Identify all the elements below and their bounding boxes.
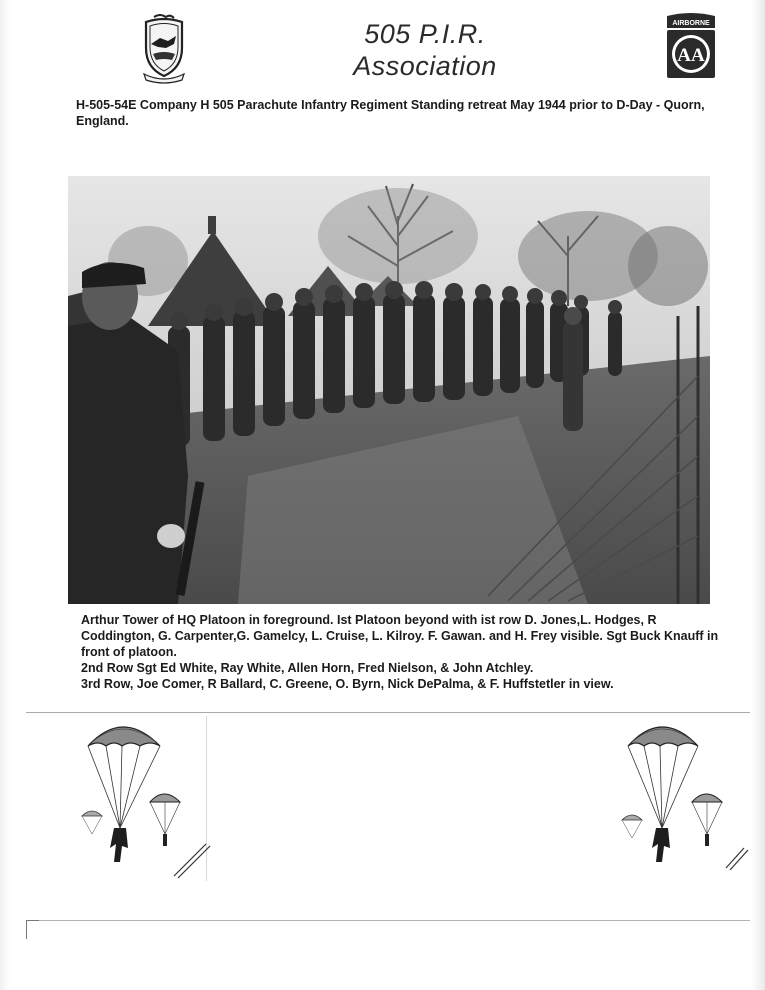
badge-letters: AA — [677, 45, 705, 66]
badge-tab-text: AIRBORNE — [672, 20, 710, 27]
roster-caption — [81, 612, 721, 692]
organization-title — [300, 18, 550, 82]
page-edge-left — [0, 0, 10, 990]
title-line-2: Association — [353, 51, 497, 81]
roster-line-3: 3rd Row, Joe Comer, R Ballard, C. Greene, O. Byrn, Nick DePalma, & F. Huffstetler in view. — [81, 677, 614, 691]
corner-mark — [26, 920, 39, 939]
title-line-1: 505 P.I.R. — [364, 19, 486, 49]
platoon-photograph — [68, 176, 710, 604]
parachute-icon — [78, 716, 218, 886]
airborne-aa-badge-icon — [665, 12, 717, 80]
parachute-icon — [616, 716, 756, 886]
roster-line-2: 2nd Row Sgt Ed White, Ray White, Allen Horn, Fred Nielson, & John Atchley. — [81, 661, 534, 675]
divider-rule — [26, 712, 750, 713]
regimental-crest-icon — [138, 14, 190, 84]
roster-line-1: Arthur Tower of HQ Platoon in foreground. Ist Platoon beyond with ist row D. Jones,L. Hodges, R Coddington, G. Carpenter,G. Gamelcy, L. Cruise, L. Kilroy. F. Gawan. and H. Frey visible. Sgt Buck Knauff in front of platoon. — [81, 613, 719, 659]
photo-id-caption: H-505-54E Company H 505 Parachute Infantry Regiment Standing retreat May 1944 prior to D-Day - Quorn, England. — [76, 98, 705, 128]
footer-rule — [26, 920, 750, 921]
